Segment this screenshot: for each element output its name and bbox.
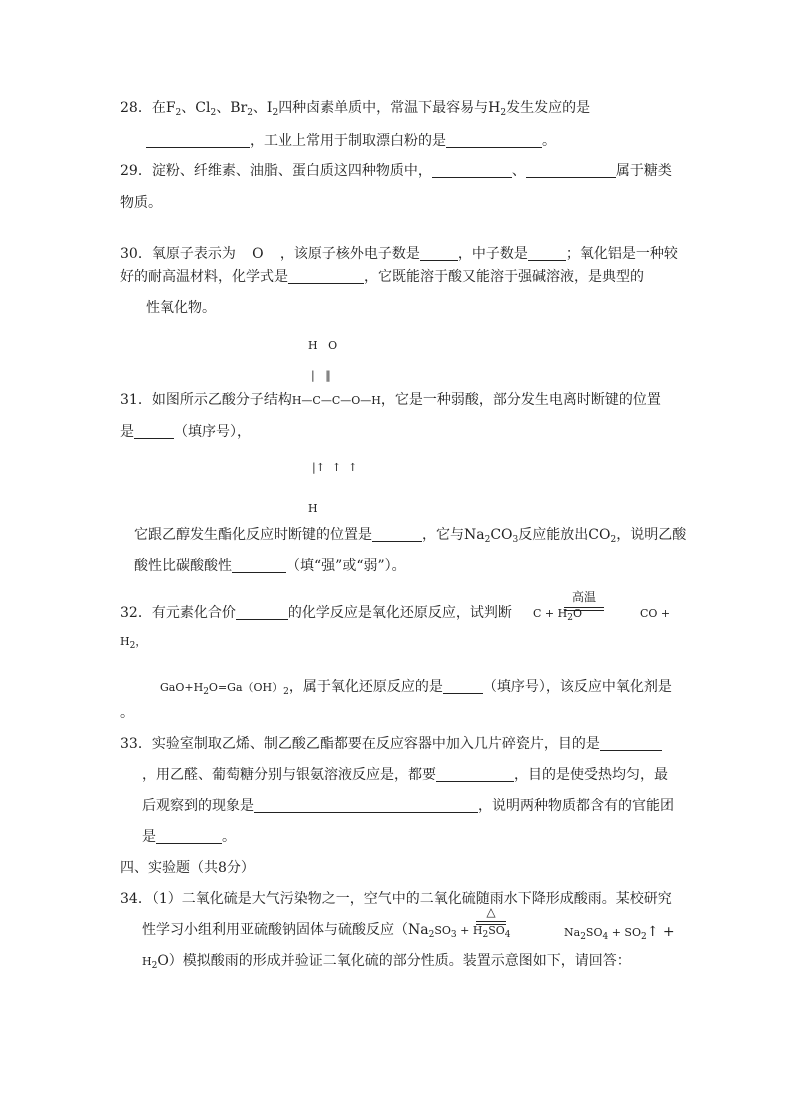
- answer-blank[interactable]: [528, 247, 566, 261]
- q34-line1: 34．（1）二氧化硫是大气污染物之一，空气中的二氧化硫随雨水下降形成酸雨。某校研究: [120, 891, 672, 907]
- oxygen-atom-notation: O: [252, 246, 264, 262]
- heating-condition: △: [476, 905, 506, 925]
- reaction-1-products: CO +: [640, 607, 671, 620]
- q30-line2: 好的耐高温材料，化学式是 ，它既能溶于酸又能溶于强碱溶液，是典型的: [120, 269, 644, 285]
- reaction-1-reactants: $C + H_2O$: [533, 607, 582, 623]
- acetic-acid-bottom-atom: H: [308, 502, 318, 515]
- answer-blank[interactable]: [236, 606, 288, 620]
- q32-line1: 32．有元素化合价 的化学反应是氧化还原反应，试判断: [120, 605, 512, 621]
- q34-line3: $H_2O$）模拟酸雨的形成并验证二氧化硫的部分性质。装置示意图如下，请回答：: [142, 953, 631, 971]
- q34-line2: 性学习小组利用亚硫酸钠固体与硫酸反应（$Na_2SO_3 + H_2SO_4$: [142, 922, 511, 940]
- q29-line2: 物质。: [120, 195, 162, 211]
- q28-line2: ，工业上常用于制取漂白粉的是 。: [146, 132, 556, 150]
- answer-blank[interactable]: [436, 768, 514, 782]
- acetic-acid-formula: H—C—C—O—H: [291, 394, 381, 407]
- q32-end: 。: [120, 705, 134, 721]
- acetic-acid-top-bonds: | ‖: [311, 369, 331, 382]
- answer-blank[interactable]: [600, 737, 662, 751]
- answer-blank[interactable]: [156, 830, 222, 844]
- answer-blank[interactable]: [146, 134, 250, 148]
- q33-line1: 33．实验室制取乙烯、制乙酸乙酯都要在反应容器中加入几片碎瓷片，目的是: [120, 735, 662, 753]
- answer-blank[interactable]: [526, 164, 616, 178]
- reaction-2-products: $Na_2SO_4$ + $SO_2↑$ +: [564, 924, 675, 942]
- q30-line3: 性氧化物。: [146, 300, 216, 316]
- q31-line1: 31．如图所示乙酸分子结构H—C—C—O—H，它是一种弱酸，部分发生电离时断键的位置: [120, 392, 661, 408]
- answer-blank[interactable]: [232, 559, 286, 573]
- q32-line3: $GaO+H_2O=Ga(OH)_2$，属于氧化还原反应的是 （填序号），该反应中氧化剂是: [160, 679, 672, 697]
- bond-break-arrows: |↑ ↑ ↑: [312, 461, 358, 474]
- q33-line4: 是 。: [142, 829, 236, 845]
- q31-line4: 酸性比碳酸酸性 （填“强”或“弱”）。: [134, 558, 406, 574]
- answer-blank[interactable]: [446, 134, 542, 148]
- q29-line1: 29．淀粉、纤维素、油脂、蛋白质这四种物质中， 、 属于糖类: [120, 163, 672, 179]
- acetic-acid-top-atoms: H O: [308, 339, 338, 352]
- answer-blank[interactable]: [288, 270, 364, 284]
- q31-line3: 它跟乙醇发生酯化反应时断键的位置是 ，它与$Na_2CO_3$反应能放出$CO_2$，说明乙酸: [134, 527, 687, 545]
- answer-blank[interactable]: [443, 680, 483, 694]
- q33-line2: ，用乙醛、葡萄糖分别与银氨溶液反应是，都要 ，目的是使受热均匀，最: [142, 767, 668, 783]
- reaction-1-products-cont: $H_2$，: [120, 635, 147, 651]
- q28-line1: 28．在$F_2$、$Cl_2$、$Br_2$、$I_2$四种卤素单质中，常温下最容易与$H_2$发生发应的是: [120, 100, 591, 118]
- answer-blank[interactable]: [432, 164, 512, 178]
- q30-line1: 30．氧原子表示为 O ，该原子核外电子数是 ，中子数是 ；氧化铝是一种较: [120, 246, 678, 262]
- answer-blank[interactable]: [134, 425, 174, 439]
- answer-blank[interactable]: [254, 799, 478, 813]
- answer-blank[interactable]: [420, 247, 458, 261]
- q33-line3: 后观察到的现象是 ，说明两种物质都含有的官能团: [142, 798, 674, 814]
- section-title: 四、实验题（共8分）: [120, 860, 255, 876]
- answer-blank[interactable]: [372, 528, 422, 542]
- q31-line2: 是 （填序号），: [120, 424, 251, 440]
- high-temperature-condition: 高温: [564, 588, 604, 611]
